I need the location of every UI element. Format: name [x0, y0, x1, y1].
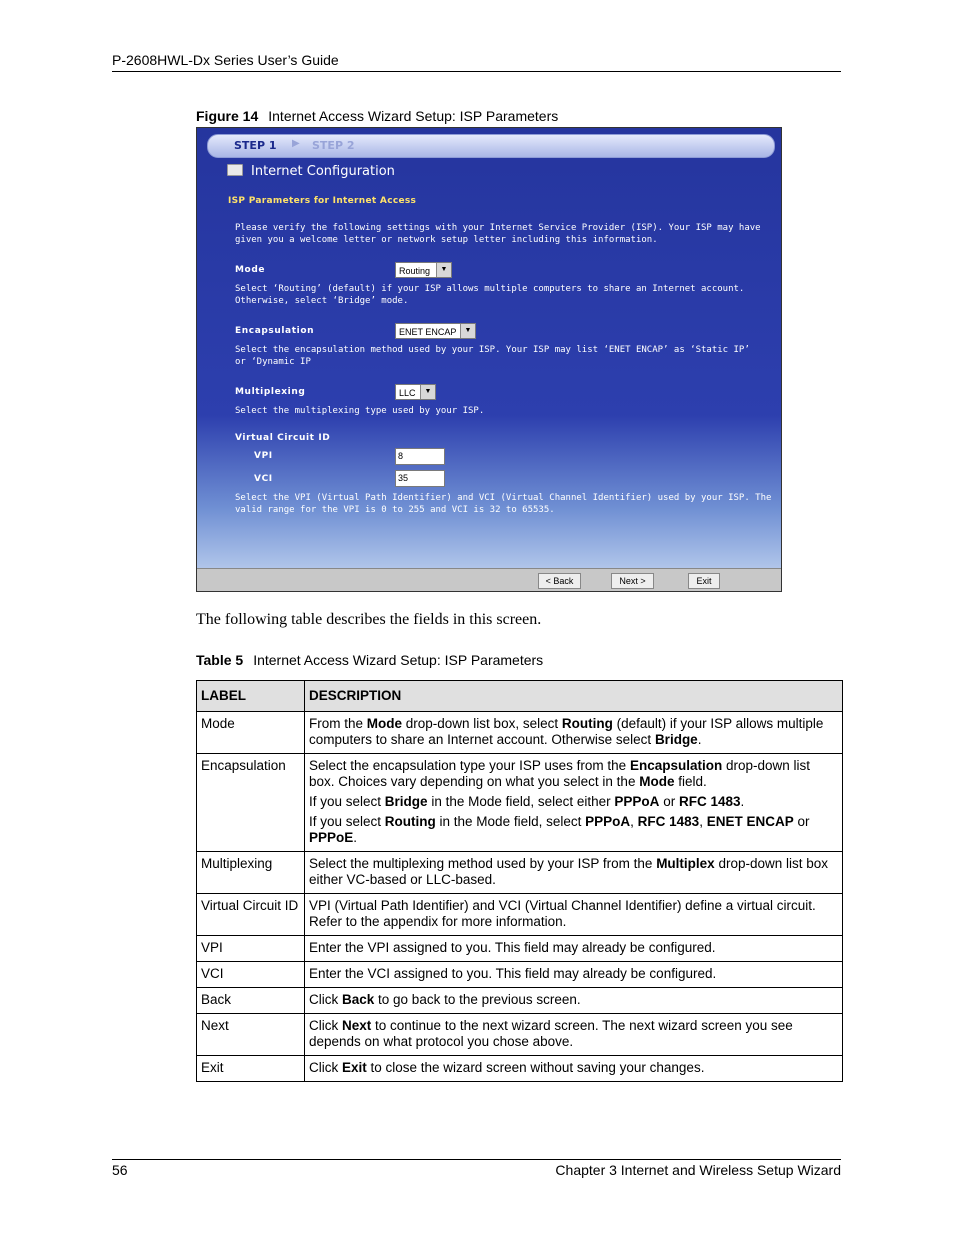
vci-input[interactable]: 35 — [395, 470, 445, 487]
multiplexing-select[interactable] — [395, 384, 436, 400]
screen-title-text: Internet Configuration — [251, 164, 395, 179]
figure-caption — [196, 108, 558, 124]
step-1-tab[interactable]: STEP 1 — [234, 139, 277, 152]
table-row — [197, 962, 843, 988]
screen-title — [227, 164, 395, 179]
vpi-input[interactable]: 8 — [395, 448, 445, 465]
button-bar — [197, 568, 781, 592]
table-row — [197, 712, 843, 754]
row-label: Encapsulation — [197, 754, 305, 852]
row-description: Click Next to continue to the next wizard screen. The next wizard screen you see depends on what protocol you chose above. — [305, 1014, 843, 1056]
table-row — [197, 936, 843, 962]
table-row — [197, 1056, 843, 1082]
chevron-down-icon: ▼ — [460, 324, 475, 338]
table-title: Internet Access Wizard Setup: ISP Parameters — [253, 652, 544, 668]
row-description: Enter the VPI assigned to you. This field may already be configured. — [305, 936, 843, 962]
running-header: P-2608HWL-Dx Series User’s Guide — [112, 52, 339, 68]
chapter-footer: Chapter 3 Internet and Wireless Setup Wizard — [555, 1162, 841, 1178]
row-label: VCI — [197, 962, 305, 988]
row-description: Select the encapsulation type your ISP uses from the Encapsulation drop-down list box. Choices vary depending on what you select in the Mode field. If you select Bridge in the Mode field, select either PPPoA or RFC 1483. If you select Routing in the Mode field, select PPPoA, RFC 1483, ENET ENCAP or PPPoE. — [305, 754, 843, 852]
vci-label: VCI — [254, 474, 273, 484]
row-label: Mode — [197, 712, 305, 754]
row-label: Virtual Circuit ID — [197, 894, 305, 936]
multiplexing-select-value: LLC — [399, 388, 416, 398]
row-description: Select the multiplexing method used by your ISP from the Multiplex drop-down list box either VC-based or LLC-based. — [305, 852, 843, 894]
step-bar — [207, 134, 775, 158]
row-label: Exit — [197, 1056, 305, 1082]
chevron-down-icon: ▼ — [436, 263, 451, 277]
figure-title: Internet Access Wizard Setup: ISP Parameters — [268, 108, 559, 124]
intro-line-2: given you a welcome letter or network setup letter including this information. — [235, 235, 658, 245]
encapsulation-select-value: ENET ENCAP — [399, 327, 457, 337]
field-description-table — [196, 680, 843, 1082]
row-description: Click Exit to close the wizard screen without saving your changes. — [305, 1056, 843, 1082]
intro-paragraph: The following table describes the fields in this screen. — [196, 611, 542, 628]
row-label: Next — [197, 1014, 305, 1056]
intro-line-1: Please verify the following settings with your Internet Service Provider (ISP). Your ISP may have — [235, 223, 761, 233]
multiplexing-label: Multiplexing — [235, 387, 306, 397]
column-header-description: DESCRIPTION — [305, 681, 843, 712]
virtual-circuit-label: Virtual Circuit ID — [235, 433, 331, 443]
table-header-row — [197, 681, 843, 712]
encapsulation-label: Encapsulation — [235, 326, 315, 336]
mode-select[interactable] — [395, 262, 452, 278]
row-description: VPI (Virtual Path Identifier) and VCI (Virtual Channel Identifier) define a virtual circuit. Refer to the appendix for more information. — [305, 894, 843, 936]
table-body — [197, 712, 843, 1082]
table-row — [197, 754, 843, 852]
vc-help-2: valid range for the VPI is 0 to 255 and VCI is 32 to 65535. — [235, 505, 555, 515]
back-button[interactable]: < Back — [538, 573, 581, 589]
chevron-down-icon: ▼ — [420, 385, 435, 399]
section-heading: ISP Parameters for Internet Access — [228, 196, 417, 206]
footer-rule — [112, 1159, 841, 1160]
table-row — [197, 852, 843, 894]
header-rule — [112, 71, 841, 72]
row-label: VPI — [197, 936, 305, 962]
row-label: Back — [197, 988, 305, 1014]
arrow-right-icon: ▶ — [292, 138, 300, 149]
encapsulation-help-2: or ‘Dynamic IP — [235, 357, 311, 367]
encapsulation-help-1: Select the encapsulation method used by your ISP. Your ISP may list ‘ENET ENCAP’ as ‘Static IP’ — [235, 345, 750, 355]
row-description: Enter the VCI assigned to you. This field may already be configured. — [305, 962, 843, 988]
row-description: From the Mode drop-down list box, select Routing (default) if your ISP allows multiple computers to share an Internet account. Otherwise select Bridge. — [305, 712, 843, 754]
step-2-tab[interactable]: STEP 2 — [312, 139, 355, 152]
vc-help-1: Select the VPI (Virtual Path Identifier) and VCI (Virtual Channel Identifier) used by your ISP. The — [235, 493, 772, 503]
mode-select-value: Routing — [399, 266, 431, 276]
wizard-screenshot — [196, 127, 782, 592]
page-number: 56 — [112, 1162, 128, 1178]
folder-icon — [227, 164, 243, 176]
table-label: Table 5 — [196, 652, 244, 668]
figure-label: Figure 14 — [196, 108, 259, 124]
row-description: Click Back to go back to the previous screen. — [305, 988, 843, 1014]
column-header-label: LABEL — [197, 681, 305, 712]
mode-label: Mode — [235, 265, 266, 275]
table-row — [197, 1014, 843, 1056]
next-button[interactable]: Next > — [611, 573, 654, 589]
encapsulation-select[interactable] — [395, 323, 476, 339]
mode-help-1: Select ‘Routing’ (default) if your ISP allows multiple computers to share an Internet account. — [235, 284, 745, 294]
mode-help-2: Otherwise, select ‘Bridge’ mode. — [235, 296, 409, 306]
table-row — [197, 988, 843, 1014]
table-caption — [196, 652, 543, 668]
table-row — [197, 894, 843, 936]
row-label: Multiplexing — [197, 852, 305, 894]
exit-button[interactable]: Exit — [688, 573, 720, 589]
multiplexing-help-1: Select the multiplexing type used by your ISP. — [235, 406, 485, 416]
vpi-label: VPI — [254, 451, 273, 461]
